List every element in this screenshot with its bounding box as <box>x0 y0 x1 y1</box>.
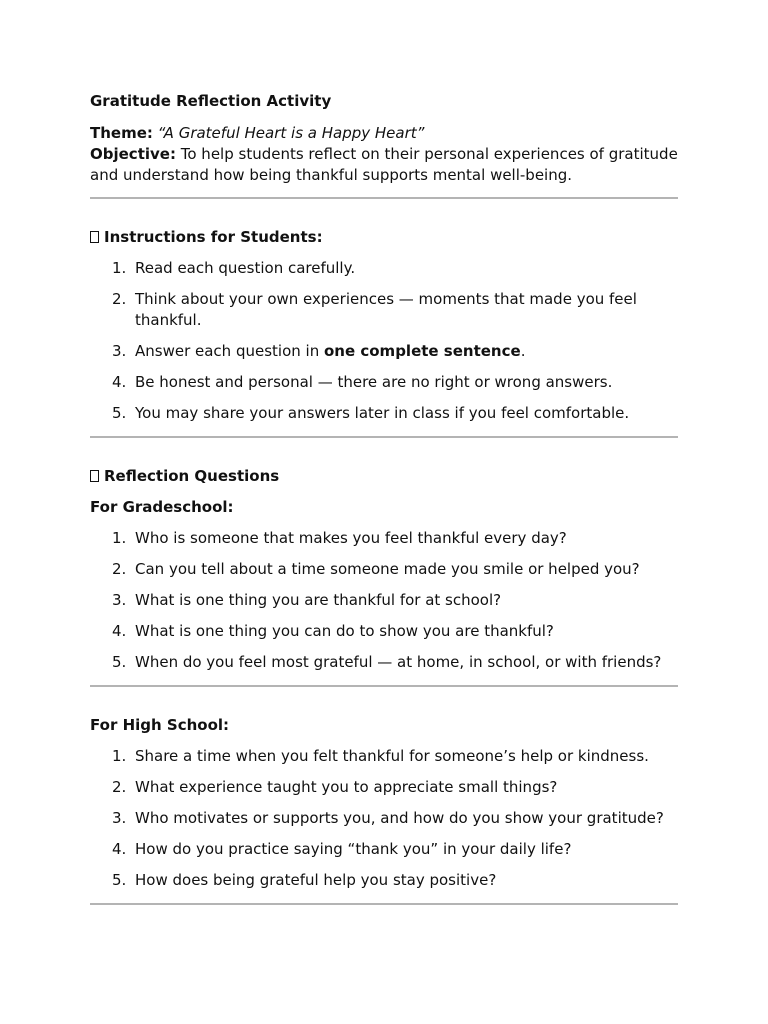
objective-line <box>90 144 678 186</box>
list-item <box>90 777 678 798</box>
list-item-text: Who is someone that makes you feel thankful every day? <box>135 529 567 547</box>
list-item <box>90 258 678 279</box>
divider <box>90 436 678 438</box>
list-item-number: 4. <box>112 840 127 858</box>
list-item <box>90 341 678 362</box>
instructions-list <box>90 258 678 424</box>
list-item <box>90 372 678 393</box>
list-item <box>90 808 678 829</box>
list-item-number: 3. <box>112 342 127 360</box>
list-item-text: How does being grateful help you stay positive? <box>135 871 497 889</box>
list-item <box>90 403 678 424</box>
gradeschool-questions-list <box>90 528 678 673</box>
list-item-text: When do you feel most grateful — at home, in school, or with friends? <box>135 653 662 671</box>
divider <box>90 903 678 905</box>
gradeschool-heading: For Gradeschool: <box>90 498 234 516</box>
list-item-number: 4. <box>112 373 127 391</box>
list-item-text-bold: one complete sentence <box>323 342 521 360</box>
instructions-heading <box>90 227 678 248</box>
theme-line <box>90 123 678 144</box>
list-item-number: 3. <box>112 591 127 609</box>
list-item-number: 5. <box>112 653 127 671</box>
list-item-number: 5. <box>112 871 127 889</box>
list-item-number: 1. <box>112 747 127 765</box>
instructions-heading-label: Instructions for Students: <box>104 228 323 246</box>
list-item-number: 5. <box>112 404 127 422</box>
list-item-number: 2. <box>112 778 127 796</box>
list-item <box>90 746 678 767</box>
list-item <box>90 590 678 611</box>
list-item-text: What experience taught you to appreciate small things? <box>135 778 558 796</box>
list-item-text-pre: Answer each question in <box>135 342 324 360</box>
reflection-heading-label: Reflection Questions <box>104 467 280 485</box>
list-item-text: Think about your own experiences — moments that made you feel thankful. <box>135 290 637 329</box>
list-item <box>90 289 678 331</box>
list-item-text: What is one thing you can do to show you are thankful? <box>135 622 554 640</box>
list-item-text: What is one thing you are thankful for at school? <box>135 591 502 609</box>
list-item-number: 3. <box>112 809 127 827</box>
divider <box>90 685 678 687</box>
objective-label: Objective: <box>90 145 176 163</box>
highschool-heading: For High School: <box>90 716 230 734</box>
document-title: Gratitude Reflection Activity <box>90 92 332 110</box>
objective-value: To help students reflect on their personal experiences of gratitude and understand how being thankful supports mental well-being. <box>90 145 678 184</box>
list-item-text: Read each question carefully. <box>135 259 356 277</box>
divider <box>90 197 678 199</box>
missing-glyph-icon <box>90 231 99 243</box>
list-item-number: 2. <box>112 290 127 308</box>
theme-value: “A Grateful Heart is a Happy Heart” <box>157 124 425 142</box>
theme-label: Theme: <box>90 124 153 142</box>
list-item-number: 4. <box>112 622 127 640</box>
list-item-number: 1. <box>112 529 127 547</box>
list-item <box>90 621 678 642</box>
list-item-number: 1. <box>112 259 127 277</box>
list-item-number: 2. <box>112 560 127 578</box>
list-item-text: Can you tell about a time someone made you smile or helped you? <box>135 560 640 578</box>
list-item <box>90 559 678 580</box>
list-item-text: You may share your answers later in class if you feel comfortable. <box>135 404 630 422</box>
list-item-text: Who motivates or supports you, and how do you show your gratitude? <box>135 809 664 827</box>
list-item-text: Be honest and personal — there are no right or wrong answers. <box>135 373 613 391</box>
list-item <box>90 870 678 891</box>
reflection-heading <box>90 466 678 487</box>
highschool-questions-list <box>90 746 678 891</box>
list-item <box>90 839 678 860</box>
list-item-text-post: . <box>520 342 526 360</box>
list-item <box>90 652 678 673</box>
missing-glyph-icon <box>90 470 99 482</box>
list-item-text: How do you practice saying “thank you” in your daily life? <box>135 840 572 858</box>
document-meta <box>90 123 678 186</box>
list-item <box>90 528 678 549</box>
list-item-text: Share a time when you felt thankful for someone’s help or kindness. <box>135 747 649 765</box>
